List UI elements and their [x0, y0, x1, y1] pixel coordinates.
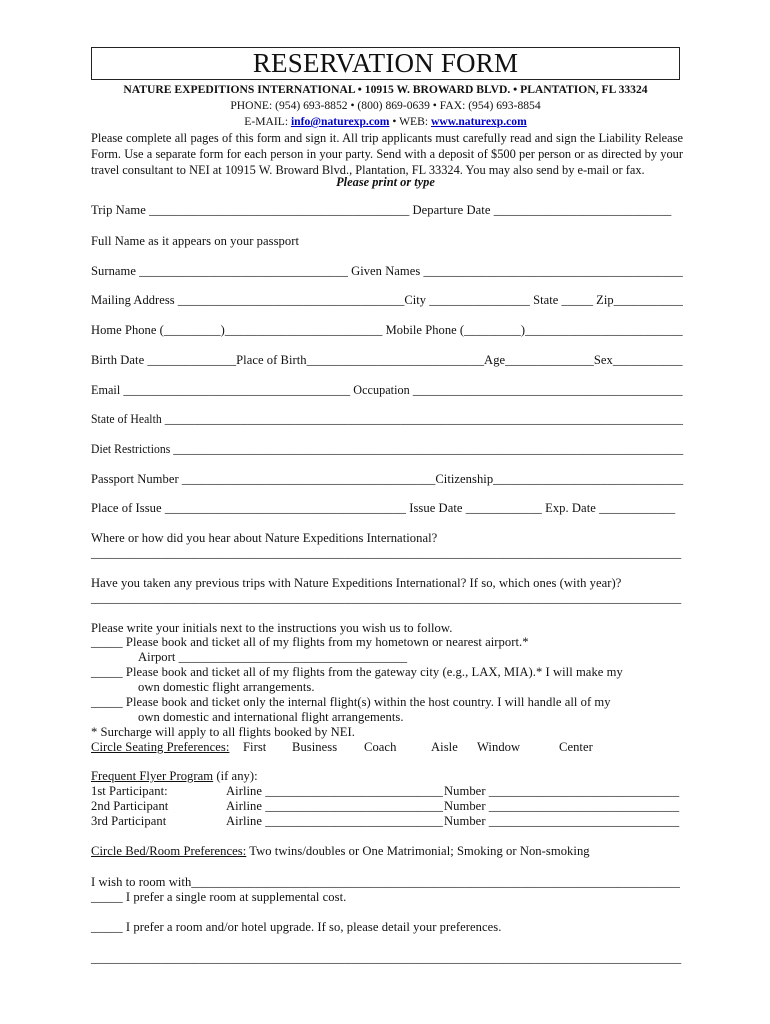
ffp-airline-3[interactable]: Airline ____________________________ [226, 814, 443, 828]
email-web-line [91, 115, 680, 128]
ffp-participant-2: 2nd Participant [91, 799, 169, 813]
trip-name-field[interactable]: Trip Name _________________________________________ Departure Date ____________________________ [91, 203, 672, 217]
ffp-suffix: (if any): [213, 769, 258, 783]
room-options[interactable]: Two twins/doubles or One Matrimonial; Smoking or Non-smoking [246, 844, 590, 858]
room-with-field[interactable]: I wish to room with_____________________________________________________________________________ [91, 875, 681, 889]
preferences-line[interactable]: _____________________________________________________________________________________________ [91, 951, 682, 965]
ffp-airline-1[interactable]: Airline ____________________________ [226, 784, 443, 798]
health-field[interactable]: State of Health ________________________________________________________________________________________ [91, 412, 684, 426]
ffp-participant-1: 1st Participant: [91, 784, 168, 798]
email-link[interactable]: info@naturexp.com [290, 115, 390, 128]
upgrade-option[interactable]: _____ I prefer a room and/or hotel upgrade. If so, please detail your preferences. [91, 920, 502, 934]
room-preferences [91, 844, 590, 859]
full-name-label: Full Name as it appears on your passport [91, 234, 300, 248]
ffp-label: Frequent Flyer Program [91, 769, 214, 783]
airport-field[interactable]: Airport ____________________________________ [138, 650, 408, 664]
phone-field[interactable]: Home Phone (_________)_________________________ Mobile Phone (_________)_________________________ [91, 323, 683, 337]
form-title: RESERVATION FORM [252, 48, 519, 78]
flight-option-2[interactable]: _____ Please book and ticket all of my flights from the gateway city (e.g., LAX, MIA).* I will make my [91, 665, 623, 679]
ffp-airline-2[interactable]: Airline ____________________________ [226, 799, 443, 813]
ffp-number-3[interactable]: Number ______________________________ [444, 814, 680, 828]
hear-question: Where or how did you hear about Nature Expeditions International? [91, 531, 438, 545]
ffp-number-1[interactable]: Number ______________________________ [444, 784, 680, 798]
hear-answer-line[interactable]: _____________________________________________________________________________________________ [91, 546, 682, 560]
phone-fax-line: PHONE: (954) 693-8852 • (800) 869-0639 • FAX: (954) 693-8854 [230, 99, 541, 112]
birth-field[interactable]: Birth Date ______________Place of Birth____________________________Age______________Sex___________ [91, 353, 683, 367]
org-address-line: NATURE EXPEDITIONS INTERNATIONAL • 10915 W. BROWARD BLVD. • PLANTATION, FL 33324 [123, 83, 648, 96]
room-label: Circle Bed/Room Preferences: [91, 844, 247, 858]
email-label: E-MAIL: [244, 115, 291, 128]
ffp-number-2[interactable]: Number ______________________________ [444, 799, 680, 813]
ffp-participant-3: 3rd Participant [91, 814, 167, 828]
seat-aisle[interactable]: Aisle [431, 740, 458, 754]
seat-first[interactable]: First [243, 740, 267, 754]
initials-intro: Please write your initials next to the instructions you wish us to follow. [91, 621, 453, 635]
intro-paragraph: Please complete all pages of this form and sign it. All trip applicants must carefully read and sign the Liability Release Form. Use a separate form for each person in your party. Send with a deposit of $500 per person or as directed by your travel consultant to NEI at 10915 W. Broward Blvd., Plantation, FL 33324. You may also send by e-mail or fax. [91, 131, 683, 177]
print-note: Please print or type [336, 175, 435, 189]
seat-business[interactable]: Business [292, 740, 338, 754]
ffp-heading [91, 769, 258, 784]
single-room-option[interactable]: _____ I prefer a single room at supplemental cost. [91, 890, 347, 904]
seat-center[interactable]: Center [559, 740, 593, 754]
web-link[interactable]: www.naturexp.com [430, 115, 527, 128]
flight-option-2-cont: own domestic flight arrangements. [138, 680, 315, 694]
previous-trips-line[interactable]: _____________________________________________________________________________________________ [91, 591, 682, 605]
previous-trips-question: Have you taken any previous trips with Nature Expeditions International? If so, which ones (with year)? [91, 576, 622, 590]
passport-field[interactable]: Passport Number ________________________________________Citizenship______________________________ [91, 472, 684, 486]
diet-field[interactable]: Diet Restrictions _______________________________________________________________________________________ [91, 442, 684, 456]
seat-coach[interactable]: Coach [364, 740, 397, 754]
flight-option-3-cont: own domestic and international flight arrangements. [138, 710, 404, 724]
seating-label: Circle Seating Preferences: [91, 740, 230, 754]
web-label: • WEB: [389, 115, 431, 128]
title-box [91, 47, 680, 80]
surname-field[interactable]: Surname _________________________________ Given Names _________________________________________ [91, 264, 683, 278]
email-field[interactable]: Email _____________________________________ Occupation ____________________________________________ [91, 383, 683, 397]
flight-option-3[interactable]: _____ Please book and ticket only the internal flight(s) within the host country. I will handle all of my [91, 695, 611, 709]
place-issue-field[interactable]: Place of Issue ______________________________________ Issue Date ____________ Exp. Date ____________ [91, 501, 676, 515]
flight-option-1[interactable]: _____ Please book and ticket all of my flights from my hometown or nearest airport.* [91, 635, 529, 649]
surcharge-note: * Surcharge will apply to all flights booked by NEI. [91, 725, 355, 739]
mailing-address-field[interactable]: Mailing Address ____________________________________City ________________ State _____ Zip___________ [91, 293, 683, 307]
seat-window[interactable]: Window [477, 740, 521, 754]
